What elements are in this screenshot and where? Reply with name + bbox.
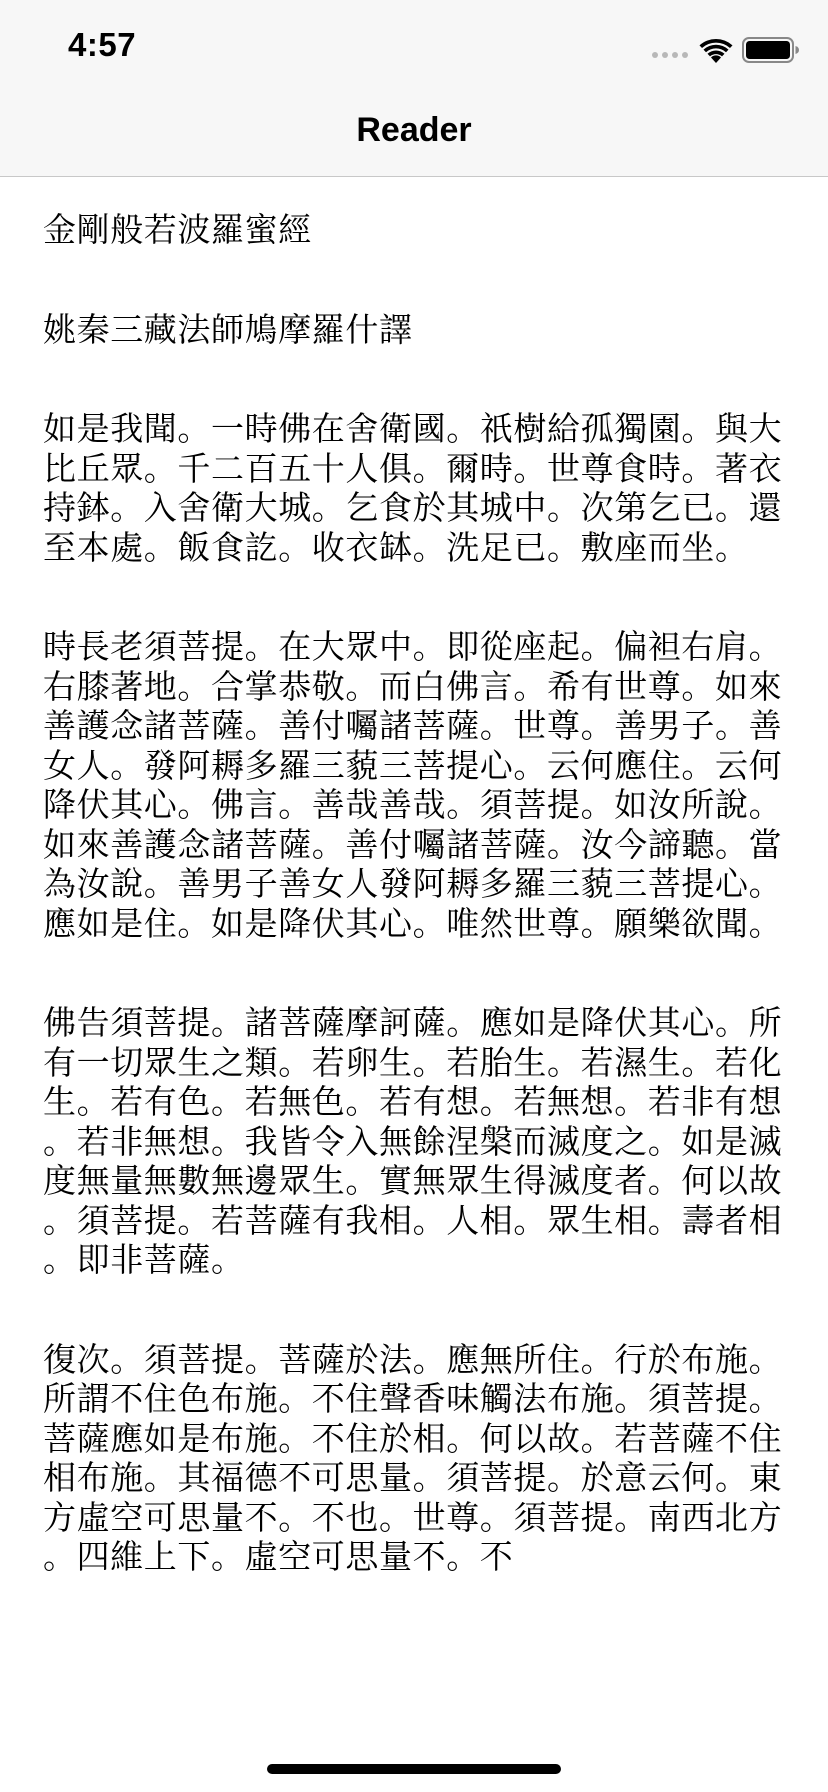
text-paragraph: 復次。須菩提。菩薩於法。應無所住。行於布施。所謂不住色布施。不住聲香味觸法布施。須菩提。菩薩應如是布施。不住於相。何以故。若菩薩不住相布施。其福德不可思量。須菩提。於意云何。東方虛空可思量不。不也。世尊。須菩提。南西北方。四維上下。虛空可思量不。不: [43, 1339, 783, 1576]
page-title: Reader: [356, 111, 472, 149]
navigation-bar: [0, 0, 828, 177]
reader-text-view[interactable]: [43, 210, 788, 1700]
text-paragraph: 如是我聞。一時佛在舍衛國。祇樹給孤獨園。與大比丘眾。千二百五十人俱。爾時。世尊食時。著衣持鉢。入舍衛大城。乞食於其城中。次第乞已。還至本處。飯食訖。收衣缽。洗足已。敷座而坐。: [43, 409, 783, 567]
text-paragraph: 佛告須菩提。諸菩薩摩訶薩。應如是降伏其心。所有一切眾生之類。若卵生。若胎生。若濕生。若化生。若有色。若無色。若有想。若無想。若非有想。若非無想。我皆令入無餘涅槃而滅度之。如是滅度無量無數無邊眾生。實無眾生得滅度者。何以故。須菩提。若菩薩有我相。人相。眾生相。壽者相。即非菩薩。: [43, 1003, 783, 1279]
home-indicator[interactable]: [267, 1764, 561, 1774]
status-time: 4:57: [68, 26, 137, 63]
wifi-icon: [698, 36, 734, 64]
battery-icon: [742, 37, 800, 63]
translator-line: 姚秦三藏法師鳩摩羅什譯: [43, 309, 413, 349]
text-paragraph: 時長老須菩提。在大眾中。即從座起。偏袒右肩。右膝著地。合掌恭敬。而白佛言。希有世尊。如來善護念諸菩薩。善付囑諸菩薩。世尊。善男子。善女人。發阿耨多羅三藐三菩提心。云何應住。云何降伏其心。佛言。善哉善哉。須菩提。如汝所說。如來善護念諸菩薩。善付囑諸菩薩。汝今諦聽。當為汝說。善男子善女人發阿耨多羅三藐三菩提心。應如是住。如是降伏其心。唯然世尊。願樂欲聞。: [43, 627, 783, 943]
book-title: 金剛般若波羅蜜經: [43, 210, 312, 249]
cellular-signal-icon: [652, 52, 688, 58]
